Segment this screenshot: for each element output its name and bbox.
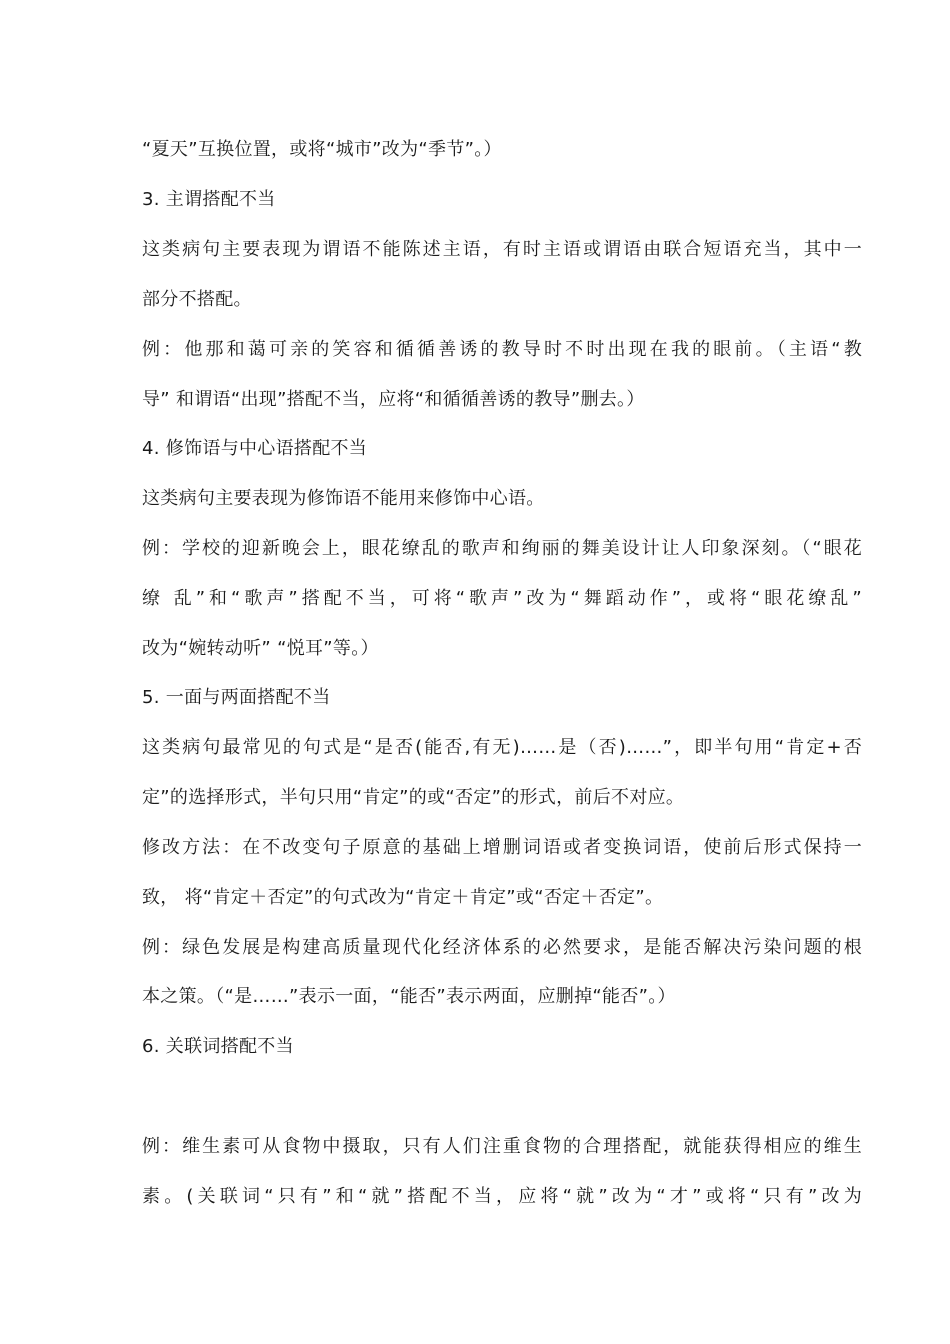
example-line: 素。(关联词“只有”和“就”搭配不当，应将“就”改为“才”或将“只有”改为: [142, 1186, 862, 1207]
text-line: 这类病句最常见的句式是“是否(能否,有无)……是（否)……”，即半句用“肯定+否: [142, 737, 862, 758]
example-line: 本之策。（“是……”表示一面，“能否”表示两面，应删掉“能否”。）: [142, 986, 676, 1007]
example-line: 改为“婉转动听” “悦耳”等。）: [142, 638, 379, 659]
text-line: 修改方法：在不改变句子原意的基础上增删词语或者变换词语，使前后形式保持一: [142, 837, 862, 858]
example-line: 例：他那和蔼可亲的笑容和循循善诱的教导时不时出现在我的眼前。（主语“教: [142, 339, 862, 360]
text-line: 致， 将“肯定＋否定”的句式改为“肯定＋肯定”或“否定＋否定”。: [142, 887, 664, 908]
text-line: “夏天”互换位置，或将“城市”改为“季节”。）: [142, 139, 502, 160]
text-line: 部分不搭配。: [142, 289, 252, 310]
section-heading: 5. 一面与两面搭配不当: [142, 687, 331, 708]
text-line: 这类病句主要表现为谓语不能陈述主语，有时主语或谓语由联合短语充当，其中一: [142, 239, 862, 260]
example-line: 导” 和谓语“出现”搭配不当，应将“和循循善诱的教导”删去。）: [142, 389, 645, 410]
section-heading: 4. 修饰语与中心语搭配不当: [142, 438, 368, 459]
example-line: 缭 乱”和“歌声”搭配不当，可将“歌声”改为“舞蹈动作”，或将“眼花缭乱”: [142, 588, 862, 609]
text-line: 这类病句主要表现为修饰语不能用来修饰中心语。: [142, 488, 545, 509]
section-heading: 6. 关联词搭配不当: [142, 1036, 294, 1057]
section-heading: 3. 主谓搭配不当: [142, 189, 276, 210]
example-line: 例：绿色发展是构建高质量现代化经济体系的必然要求，是能否解决污染问题的根: [142, 937, 862, 958]
example-line: 例：维生素可从食物中摄取，只有人们注重食物的合理搭配，就能获得相应的维生: [142, 1136, 862, 1157]
example-line: 例：学校的迎新晚会上，眼花缭乱的歌声和绚丽的舞美设计让人印象深刻。（“眼花: [142, 538, 862, 559]
text-line: 定”的选择形式，半句只用“肯定”的或“否定”的形式，前后不对应。: [142, 787, 685, 808]
